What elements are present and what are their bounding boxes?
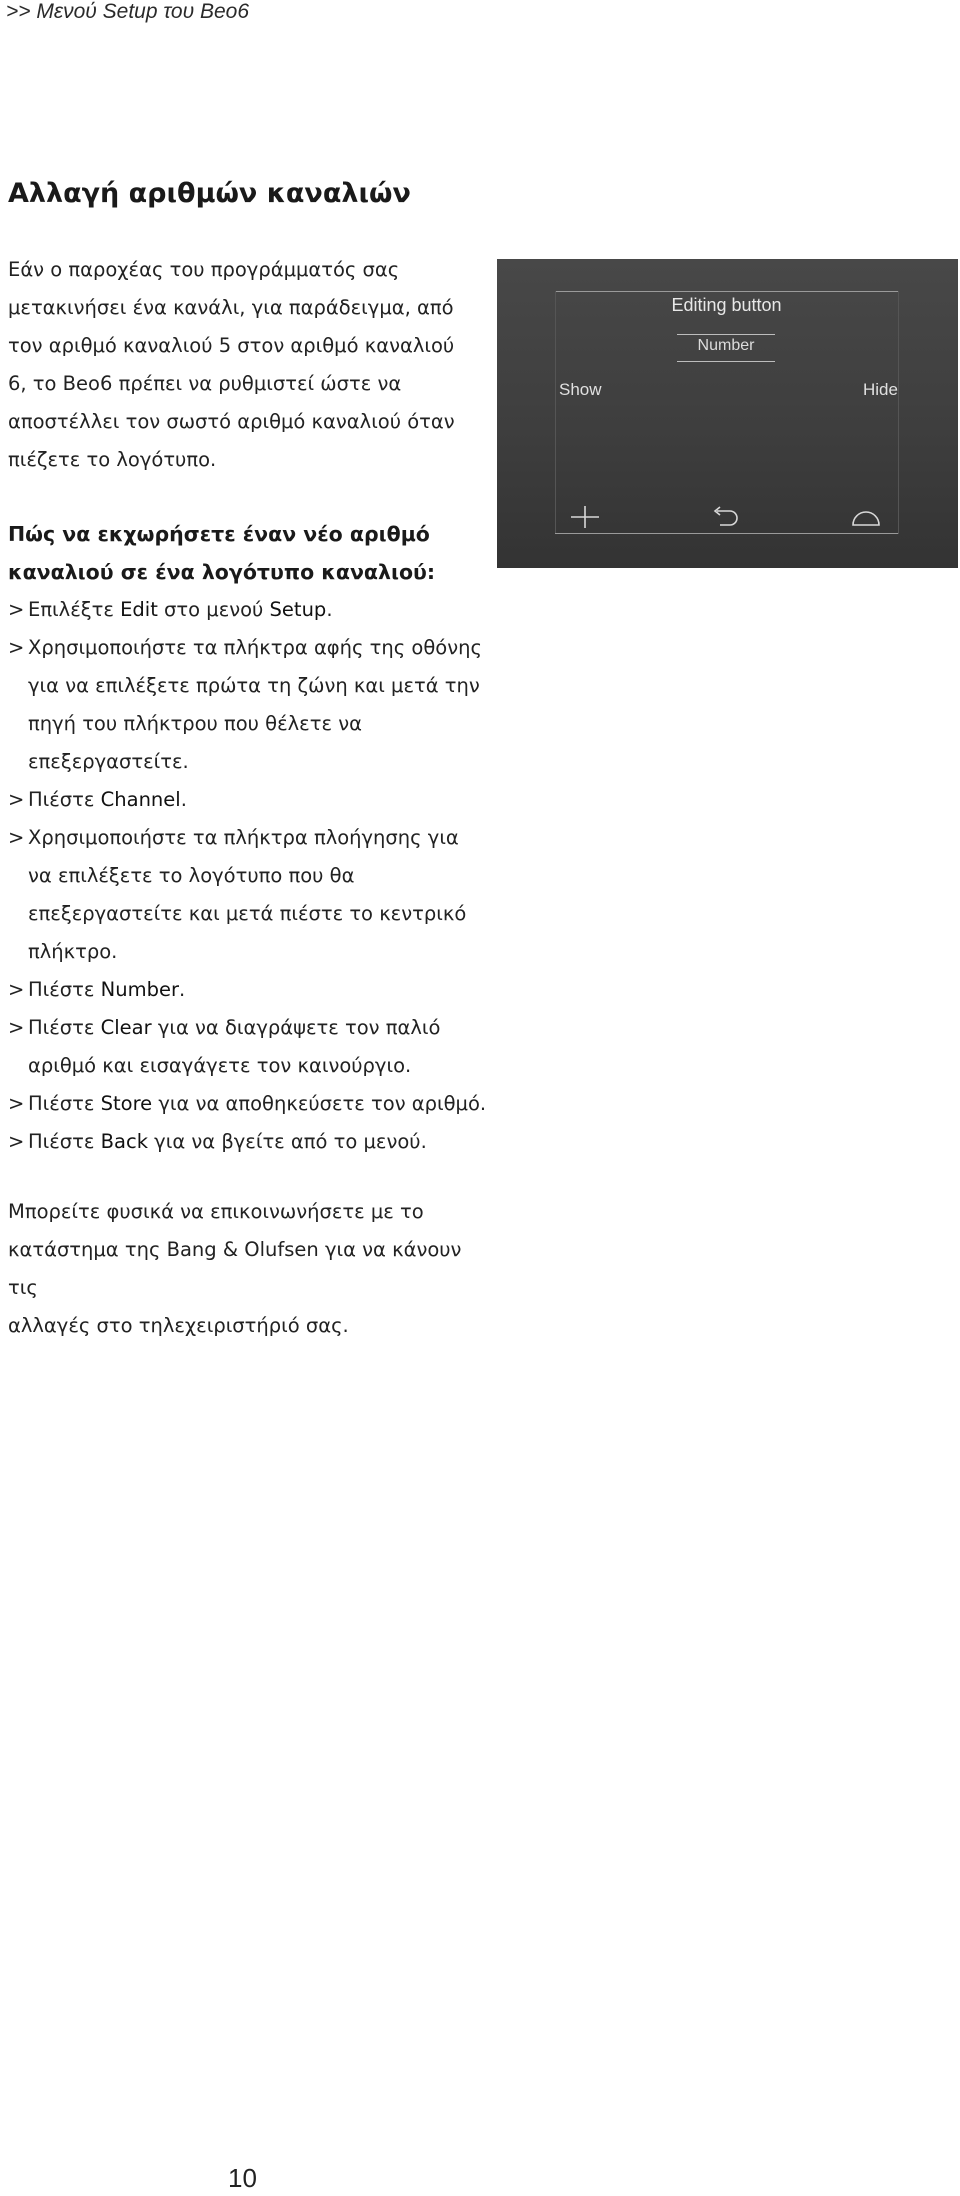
page-number: 10 <box>228 2163 257 2193</box>
step-line: Χρησιμοποιήστε τα πλήκτρα αφής της οθόνης <box>28 636 482 659</box>
step-item <box>8 1123 488 1161</box>
step-line: να επιλέξετε το λογότυπο που θα <box>28 864 355 887</box>
screen-frame-line <box>898 291 899 534</box>
step-text: Πιέστε <box>28 1016 101 1039</box>
step-line: επεξεργαστείτε. <box>28 750 189 773</box>
steps-heading <box>8 515 488 591</box>
step-line: αριθμό και εισαγάγετε τον καινούργιο. <box>28 1054 412 1077</box>
step-text: Πιέστε <box>28 978 101 1001</box>
step-keyword: Number <box>100 978 179 1001</box>
intro-line: Εάν ο παροχέας του προγράμματός σας <box>8 258 400 281</box>
step-marker: > <box>8 1016 25 1039</box>
breadcrumb: >> Μενού Setup του Beo6 <box>6 0 250 23</box>
step-text: για να βγείτε από το μενού. <box>147 1130 427 1153</box>
step-line: Χρησιμοποιήστε τα πλήκτρα πλοήγησης για <box>28 826 459 849</box>
number-button[interactable]: Number <box>697 337 755 354</box>
screen-frame-line <box>555 533 898 534</box>
step-line: για να επιλέξετε πρώτα τη ζώνη και μετά την <box>28 674 480 697</box>
show-button[interactable]: Show <box>559 380 602 399</box>
steps-list <box>8 591 488 1161</box>
step-item <box>8 1009 488 1085</box>
step-marker: > <box>8 598 25 621</box>
step-text: Πιέστε <box>28 1130 101 1153</box>
step-text: για να διαγράψετε τον παλιό <box>151 1016 441 1039</box>
outro-line: κατάστημα της Bang & Olufsen για να κάνουν τις <box>8 1238 462 1299</box>
plus-icon[interactable] <box>569 506 601 528</box>
step-text: Επιλέξτε <box>28 598 121 621</box>
step-marker: > <box>8 1130 25 1153</box>
intro-paragraph <box>8 251 488 479</box>
step-item <box>8 781 488 819</box>
hide-button[interactable]: Hide <box>863 380 898 399</box>
step-text: . <box>180 788 187 811</box>
step-keyword: Store <box>100 1092 153 1115</box>
step-marker: > <box>8 1092 25 1115</box>
step-marker: > <box>8 636 25 659</box>
step-text: Πιέστε <box>28 1092 101 1115</box>
step-item <box>8 971 488 1009</box>
step-text: Πιέστε <box>28 788 101 811</box>
back-arrow-icon[interactable] <box>710 506 740 528</box>
intro-line: πιέζετε το λογότυπο. <box>8 448 217 471</box>
step-marker: > <box>8 788 25 811</box>
step-text: . <box>178 978 186 1001</box>
intro-line: αποστέλλει τον σωστό αριθμό καναλιού όταν <box>8 410 455 433</box>
step-marker: > <box>8 978 25 1001</box>
step-text: στο μενού <box>157 598 270 621</box>
step-line: επεξεργαστείτε και μετά πιέστε το κεντρικό <box>28 902 467 925</box>
step-keyword: Back <box>100 1130 148 1153</box>
outro-line: αλλαγές στο τηλεχειριστήριό σας. <box>8 1314 349 1337</box>
steps-heading-line: καναλιού σε ένα λογότυπο καναλιού: <box>8 560 436 584</box>
step-item <box>8 629 488 781</box>
step-keyword: Channel <box>100 788 181 811</box>
step-text: . <box>326 598 333 621</box>
screen-frame-line <box>555 291 898 292</box>
screen-title: Editing button <box>671 295 782 315</box>
page-title: Αλλαγή αριθμών καναλιών <box>8 178 411 209</box>
steps-heading-line: Πώς να εκχωρήσετε έναν νέο αριθμό <box>8 522 430 546</box>
screen-frame-line <box>555 291 556 534</box>
outro-paragraph <box>8 1193 488 1345</box>
intro-line: 6, το Beo6 πρέπει να ρυθμιστεί ώστε να <box>8 372 402 395</box>
step-item <box>8 591 488 629</box>
step-item <box>8 1085 488 1123</box>
beo6-screen-illustration <box>497 259 958 568</box>
step-keyword: Edit <box>120 598 158 621</box>
intro-line: μετακινήσει ένα κανάλι, για παράδειγμα, από <box>8 296 454 319</box>
step-line: πλήκτρο. <box>28 940 118 963</box>
step-keyword: Setup <box>269 598 327 621</box>
step-line: πηγή του πλήκτρου που θέλετε να <box>28 712 362 735</box>
step-marker: > <box>8 826 25 849</box>
step-item <box>8 819 488 971</box>
step-keyword: Clear <box>100 1016 152 1039</box>
outro-line: Μπορείτε φυσικά να επικοινωνήσετε με το <box>8 1200 424 1223</box>
divider <box>677 334 775 335</box>
step-text: για να αποθηκεύσετε τον αριθμό. <box>152 1092 487 1115</box>
intro-line: τον αριθμό καναλιού 5 στον αριθμό καναλιού <box>8 334 455 357</box>
divider <box>677 361 775 362</box>
home-icon[interactable] <box>851 506 881 528</box>
